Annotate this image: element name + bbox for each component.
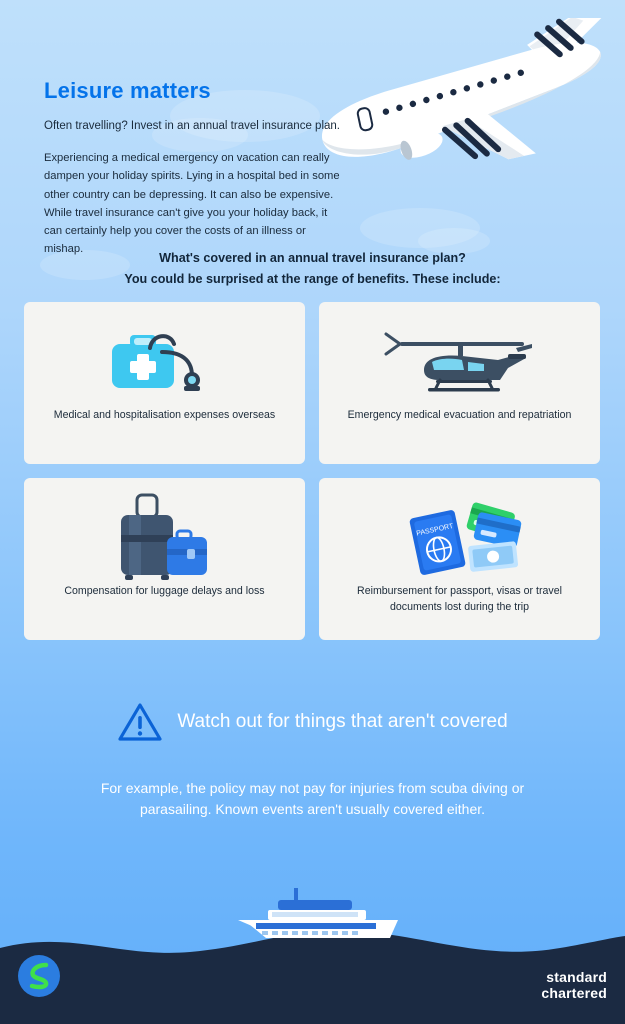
luggage-icon (95, 494, 235, 580)
helicopter-icon (380, 318, 540, 404)
passport-documents-icon (385, 494, 535, 580)
benefit-card (319, 302, 600, 464)
benefit-card-caption: Medical and hospitalisation expenses overseas (53, 409, 276, 421)
benefit-cards (24, 302, 601, 640)
benefit-card (319, 478, 600, 640)
warning-triangle-icon (117, 700, 163, 744)
section-question (0, 248, 625, 290)
section-question-line1: What's covered in an annual travel insurance plan? (159, 251, 466, 265)
warning-row (0, 700, 625, 744)
section-question-line2: You could be surprised at the range of benefits. These include: (124, 271, 501, 286)
header-lede: Often travelling? Invest in an annual travel insurance plan. (44, 120, 340, 132)
brand-line-2: chartered (541, 985, 607, 1002)
brand-line-1: standard (546, 968, 607, 985)
passport-label: PASSPORT (415, 522, 454, 538)
benefit-card-caption: Emergency medical evacuation and repatriation (347, 409, 572, 421)
warning-body: For example, the policy may not pay for injuries from scuba diving or parasailing. Known events aren't usually covered either. (100, 780, 525, 817)
standard-chartered-mark-icon (18, 955, 60, 1002)
benefit-card (24, 478, 305, 640)
header-body: Experiencing a medical emergency on vacation can really dampen your holiday spirits. Lying in a hospital bed in some other country can be depressing. It can also be expensive. While travel insurance can't give you your holiday back, it can certainly help you cover the costs of an illness or mishap. (44, 152, 340, 255)
medical-kit-stethoscope-icon (100, 318, 230, 404)
header-block (44, 78, 374, 258)
benefit-card-caption: Compensation for luggage delays and loss (64, 585, 265, 597)
page-title: Leisure matters (44, 78, 211, 103)
warning-title: Watch out for things that aren't covered (177, 711, 508, 732)
brand-wordmark (541, 969, 607, 1002)
cruise-ship-icon (222, 882, 412, 952)
benefit-card-caption: Reimbursement for passport, visas or travel documents lost during the trip (357, 585, 562, 613)
benefit-card (24, 302, 305, 464)
